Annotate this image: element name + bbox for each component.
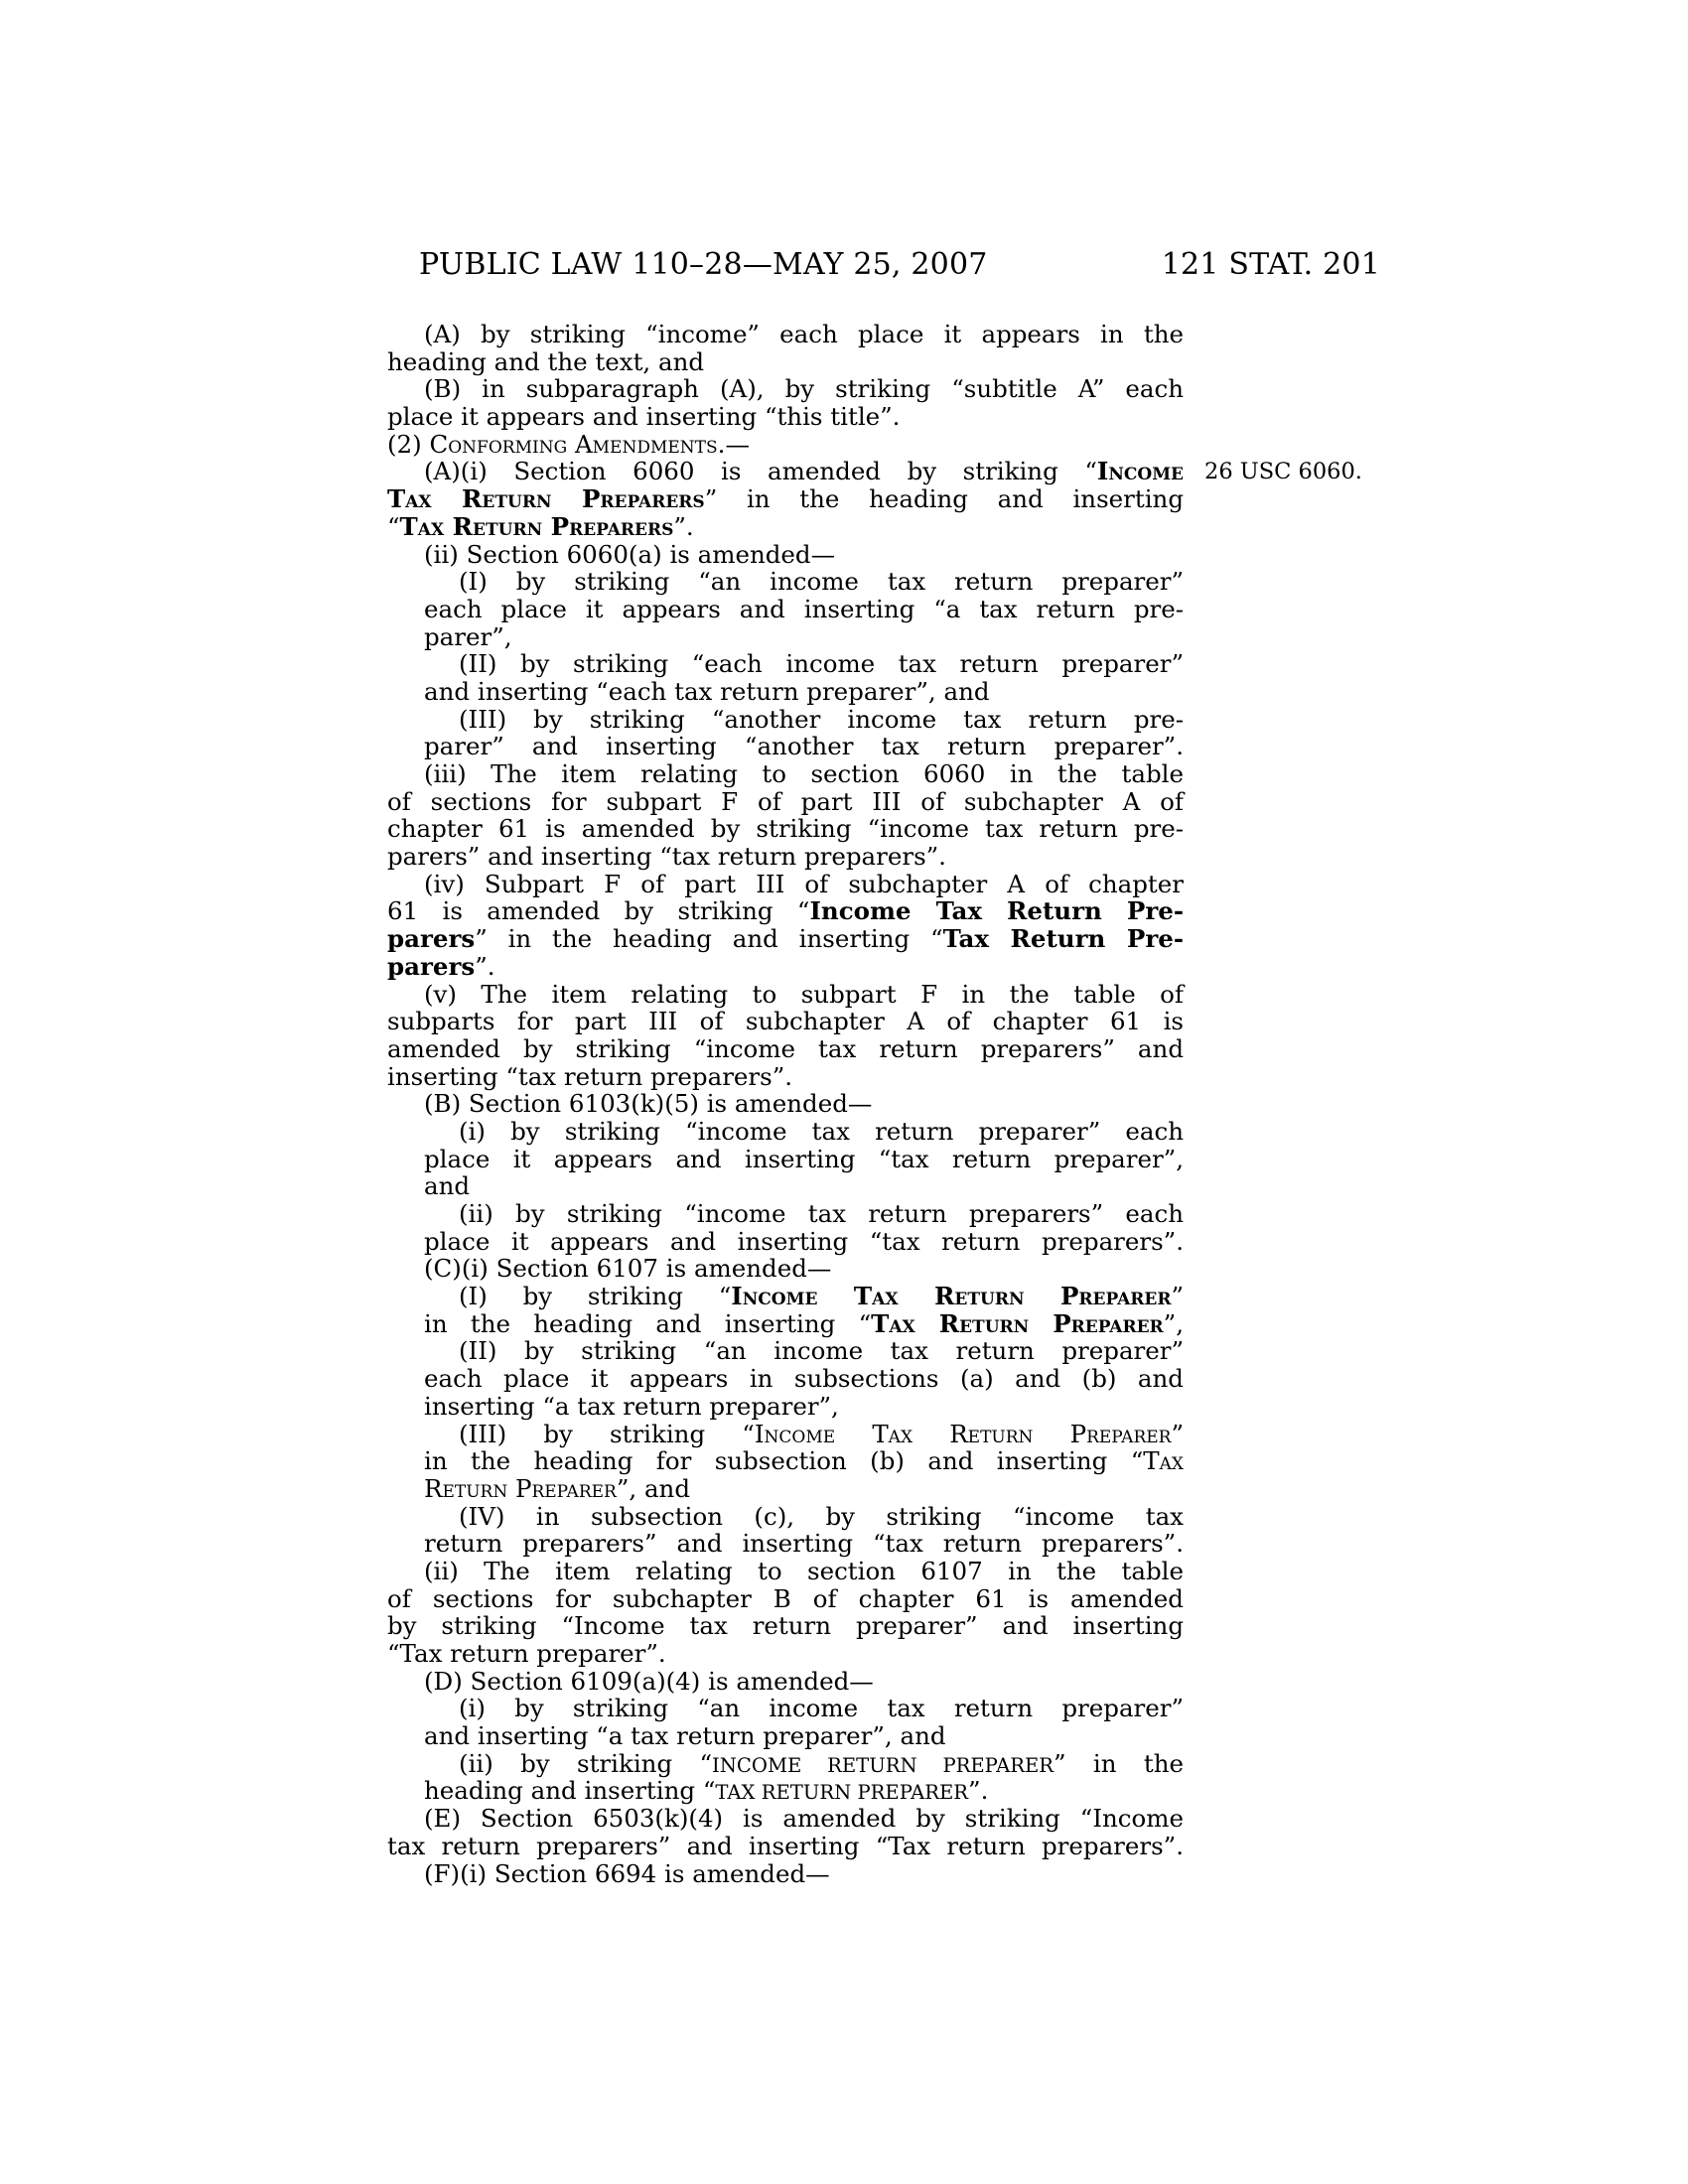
text-line xyxy=(387,403,1184,431)
text-segment: return preparers” and inserting “tax return preparers”. xyxy=(424,1529,1184,1559)
text-segment: and inserting “each tax return preparer”, and xyxy=(424,676,990,706)
text-segment: (III) by striking “another income tax return pre- xyxy=(459,704,1184,734)
text-segment: place it appears and inserting “tax return preparers”. xyxy=(424,1226,1184,1256)
text-segment-b: parers xyxy=(387,924,476,954)
text-line xyxy=(387,1695,1184,1722)
text-segment: (ii) by striking “ xyxy=(459,1748,713,1778)
text-segment: chapter 61 is amended by striking “income tax return pre- xyxy=(387,814,1184,844)
text-segment: each place it appears and inserting “a tax return pre- xyxy=(424,594,1184,623)
text-line xyxy=(387,843,1184,871)
text-segment: and xyxy=(424,1171,471,1201)
text-segment: (B) in subparagraph (A), by striking “subtitle A” each xyxy=(424,374,1184,404)
text-segment: inserting “a tax return preparer”, xyxy=(424,1391,839,1421)
text-segment: (iii) The item relating to section 6060 in the table xyxy=(424,759,1184,788)
text-segment: parer”, xyxy=(424,621,512,651)
text-segment: 61 is amended by striking “ xyxy=(387,896,810,926)
text-segment: subparts for part III of subchapter A of chapter 61 is xyxy=(387,1007,1184,1036)
text-segment: in the heading and inserting “ xyxy=(424,1308,872,1338)
text-segment: (I) by striking “an income tax return preparer” xyxy=(459,567,1184,597)
text-line xyxy=(387,1035,1184,1063)
text-segment: (II) by striking “an income tax return preparer” xyxy=(459,1336,1184,1366)
text-segment: (ii) The item relating to section 6107 in the table xyxy=(424,1556,1184,1585)
text-segment: (C)(i) Section 6107 is amended— xyxy=(424,1254,832,1284)
text-segment-b: parers xyxy=(387,951,476,981)
text-segment: inserting “tax return preparers”. xyxy=(387,1061,793,1091)
text-segment: .— xyxy=(717,429,750,459)
text-segment: ”. xyxy=(673,511,694,541)
text-segment: in the heading for subsection (b) and inserting “ xyxy=(424,1446,1144,1476)
text-segment: ” in the xyxy=(1054,1748,1184,1778)
text-segment: ”, xyxy=(1163,1308,1184,1338)
text-line xyxy=(387,431,1184,459)
text-segment: and inserting “a tax return preparer”, and xyxy=(424,1721,946,1751)
text-segment: by striking “Income tax return preparer” and inserting xyxy=(387,1611,1184,1641)
text-segment: (II) by striking “each income tax return preparer” xyxy=(459,649,1184,679)
text-line xyxy=(387,1255,1184,1283)
text-line xyxy=(387,1337,1184,1365)
text-line xyxy=(387,485,1184,513)
text-line xyxy=(387,1805,1184,1833)
text-segment-bsc: Tax Return Preparer xyxy=(871,1308,1164,1338)
text-segment: (ii) Section 6060(a) is amended— xyxy=(424,539,836,569)
text-segment: ” in the heading and inserting “ xyxy=(475,924,943,954)
text-line xyxy=(387,1393,1184,1421)
text-line xyxy=(387,788,1184,816)
text-segment: (IV) in subsection (c), by striking “income tax xyxy=(459,1501,1184,1531)
text-segment: (I) by striking “ xyxy=(459,1282,732,1311)
text-line xyxy=(387,623,1184,651)
text-segment: (III) by striking “ xyxy=(459,1419,755,1448)
text-line xyxy=(387,1777,1184,1805)
text-segment-scu: TAX RETURN PREPARER xyxy=(715,1781,969,1805)
text-segment: each place it appears in subsections (a) and (b) and xyxy=(424,1364,1184,1394)
text-line xyxy=(387,1447,1184,1475)
text-segment-bsc: Income Tax Return Preparer xyxy=(731,1282,1172,1311)
text-line xyxy=(387,1200,1184,1228)
text-line xyxy=(387,871,1184,898)
text-segment-sc: Income Tax Return Preparer xyxy=(754,1419,1172,1448)
text-line xyxy=(387,1585,1184,1613)
text-line xyxy=(387,1228,1184,1256)
text-segment: (i) by striking “an income tax return preparer” xyxy=(459,1694,1184,1723)
text-segment: heading and inserting “ xyxy=(424,1776,716,1806)
text-line xyxy=(387,1612,1184,1640)
text-line xyxy=(387,1172,1184,1200)
text-segment: parers” and inserting “tax return preparers”. xyxy=(387,842,946,872)
text-segment: (i) by striking “income tax return preparer” each xyxy=(459,1116,1184,1146)
text-segment-b: Tax Return Pre- xyxy=(942,924,1184,954)
text-line xyxy=(387,321,1184,348)
running-header-law-title: PUBLIC LAW 110–28—MAY 25, 2007 xyxy=(419,247,988,282)
text-line xyxy=(387,650,1184,678)
margin-note-usc-citation: 26 USC 6060. xyxy=(1204,459,1362,484)
text-line xyxy=(387,568,1184,596)
text-line xyxy=(387,706,1184,734)
text-segment-bsc: Tax Return Preparers xyxy=(399,511,674,541)
text-line xyxy=(387,1722,1184,1750)
text-segment-sc: Conforming Amendments xyxy=(429,429,718,459)
text-segment: (A)(i) Section 6060 is amended by striking “ xyxy=(424,457,1097,486)
text-segment-bsc: Tax Return Preparers xyxy=(387,484,705,514)
text-line xyxy=(387,953,1184,981)
text-segment: place it appears and inserting “tax return preparer”, xyxy=(424,1144,1184,1173)
text-segment-sc: Tax xyxy=(1143,1446,1184,1476)
text-segment: (iv) Subpart F of part III of subchapter A of chapter xyxy=(424,869,1184,898)
text-line xyxy=(387,981,1184,1009)
text-line xyxy=(387,1118,1184,1146)
text-line xyxy=(387,1750,1184,1778)
text-segment: (F)(i) Section 6694 is amended— xyxy=(424,1858,830,1888)
text-line xyxy=(387,760,1184,788)
text-segment-scu: INCOME RETURN PREPARER xyxy=(712,1753,1055,1777)
text-segment: of sections for subchapter B of chapter 61 is amended xyxy=(387,1583,1184,1613)
text-segment-bsc: Income xyxy=(1096,457,1184,486)
text-segment: ” xyxy=(1171,1282,1184,1311)
text-segment: (B) Section 6103(k)(5) is amended— xyxy=(424,1089,873,1119)
text-line xyxy=(387,733,1184,760)
text-segment-sc: Return Preparer xyxy=(424,1473,617,1503)
text-line xyxy=(387,1860,1184,1888)
text-segment: of sections for subpart F of part III of subchapter A of xyxy=(387,786,1184,816)
text-segment: amended by striking “income tax return preparers” and xyxy=(387,1033,1184,1063)
text-line xyxy=(387,815,1184,843)
text-line xyxy=(387,1503,1184,1531)
text-line xyxy=(387,1146,1184,1173)
text-line xyxy=(387,1365,1184,1393)
text-line xyxy=(387,897,1184,925)
text-line xyxy=(387,458,1184,485)
text-segment: (v) The item relating to subpart F in the table of xyxy=(424,979,1184,1009)
text-line xyxy=(387,513,1184,541)
text-line xyxy=(387,925,1184,953)
text-line xyxy=(387,1558,1184,1585)
text-line xyxy=(387,1063,1184,1091)
text-line xyxy=(387,1283,1184,1310)
text-segment: “ xyxy=(387,511,400,541)
text-line xyxy=(387,1475,1184,1503)
text-segment: parer” and inserting “another tax return preparer”. xyxy=(424,732,1184,761)
text-segment: ”. xyxy=(968,1776,989,1806)
text-segment: (A) by striking “income” each place it appears in the xyxy=(424,320,1184,348)
text-line xyxy=(387,1008,1184,1035)
text-line xyxy=(387,348,1184,376)
text-segment: (E) Section 6503(k)(4) is amended by striking “Income xyxy=(424,1804,1184,1834)
running-header-statute-page-number: 121 STAT. 201 xyxy=(1161,247,1380,282)
text-segment: ”, and xyxy=(616,1473,691,1503)
text-line xyxy=(387,1668,1184,1696)
text-segment: (ii) by striking “income tax return preparers” each xyxy=(459,1199,1184,1228)
text-line xyxy=(387,1530,1184,1558)
text-line xyxy=(387,375,1184,403)
text-segment: (2) xyxy=(387,429,430,459)
text-line xyxy=(387,1421,1184,1448)
text-segment: ”. xyxy=(475,951,495,981)
text-segment-b: Income Tax Return Pre- xyxy=(809,896,1185,926)
text-line xyxy=(387,1310,1184,1338)
text-line xyxy=(387,1090,1184,1118)
text-segment: (D) Section 6109(a)(4) is amended— xyxy=(424,1666,874,1696)
text-segment: heading and the text, and xyxy=(387,346,705,376)
text-segment: ” xyxy=(1171,1419,1184,1448)
text-segment: tax return preparers” and inserting “Tax return preparers”. xyxy=(387,1831,1184,1860)
text-line xyxy=(387,678,1184,706)
text-segment: ” in the heading and inserting xyxy=(704,484,1184,514)
text-segment: place it appears and inserting “this title”. xyxy=(387,402,901,432)
text-line xyxy=(387,1640,1184,1668)
text-line xyxy=(387,596,1184,623)
text-line xyxy=(387,541,1184,569)
body-text-column xyxy=(387,321,1184,1887)
text-segment: “Tax return preparer”. xyxy=(387,1639,666,1668)
text-line xyxy=(387,1833,1184,1860)
